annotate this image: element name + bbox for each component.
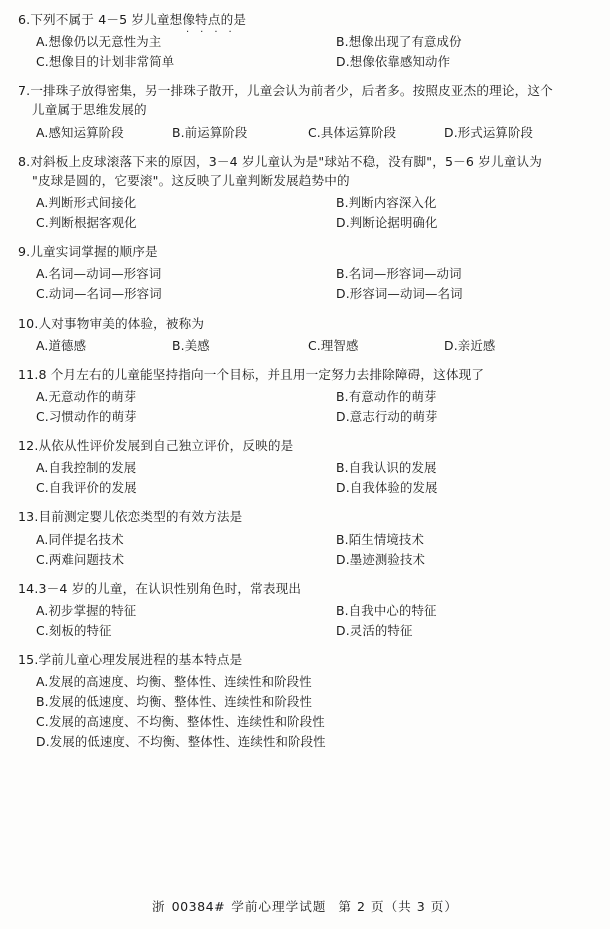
option-c[interactable]: C.想像目的计划非常简单 bbox=[36, 54, 175, 70]
question-stem: 13.目前测定婴儿依恋类型的有效方法是 bbox=[18, 509, 243, 525]
option-a[interactable]: A.判断形式间接化 bbox=[36, 194, 137, 210]
option-group bbox=[18, 32, 588, 72]
question-10 bbox=[18, 314, 588, 356]
question-12 bbox=[18, 436, 588, 498]
option-row bbox=[36, 621, 588, 641]
question-stem: 15.学前儿童心理发展进程的基本特点是 bbox=[18, 652, 243, 668]
option-b[interactable]: B.陌生情境技术 bbox=[336, 531, 424, 547]
option-row bbox=[36, 712, 588, 732]
option-a[interactable]: A.自我控制的发展 bbox=[36, 460, 137, 476]
option-row bbox=[36, 601, 588, 621]
page-footer bbox=[0, 896, 610, 915]
option-row bbox=[36, 478, 588, 498]
option-a[interactable]: A.想像仍以无意性为主 bbox=[36, 34, 162, 50]
option-row bbox=[36, 123, 588, 143]
option-group bbox=[18, 193, 588, 233]
footer-province: 浙 bbox=[152, 899, 166, 914]
option-row bbox=[36, 336, 588, 356]
question-stem: 10.人对事物审美的体验，被称为 bbox=[18, 315, 205, 331]
option-c[interactable]: C.两难问题技术 bbox=[36, 551, 125, 567]
option-b[interactable]: B.有意动作的萌芽 bbox=[336, 388, 437, 404]
option-row bbox=[36, 32, 588, 52]
option-b[interactable]: B.判断内容深入化 bbox=[336, 194, 437, 210]
question-stem: 7.一排珠子放得密集，另一排珠子散开，儿童会认为前者少，后者多。按照皮亚杰的理论，这个 bbox=[18, 83, 553, 99]
option-d[interactable]: D.亲近感 bbox=[444, 337, 496, 353]
footer-course-code: 00384# bbox=[171, 899, 226, 914]
option-row bbox=[36, 692, 588, 712]
option-d[interactable]: D.意志行动的萌芽 bbox=[336, 408, 438, 424]
option-b[interactable]: B.自我中心的特征 bbox=[336, 602, 437, 618]
option-c[interactable]: C.习惯动作的萌芽 bbox=[36, 408, 137, 424]
footer-title: 学前心理学试题 bbox=[231, 899, 327, 914]
option-group bbox=[18, 123, 588, 143]
question-stem-cont bbox=[18, 100, 588, 119]
option-b[interactable]: B.名词—形容词—动词 bbox=[336, 266, 462, 282]
option-b[interactable]: B.发展的低速度、均衡、整体性、连续性和阶段性 bbox=[36, 694, 313, 710]
option-group bbox=[18, 672, 588, 752]
option-c[interactable]: C.发展的高速度、不均衡、整体性、连续性和阶段性 bbox=[36, 714, 325, 730]
option-d[interactable]: D.发展的低速度、不均衡、整体性、连续性和阶段性 bbox=[36, 734, 326, 750]
option-d[interactable]: D.墨迹测验技术 bbox=[336, 551, 426, 567]
question-stem: 9.儿童实词掌握的顺序是 bbox=[18, 244, 158, 260]
option-row bbox=[36, 732, 588, 752]
option-d[interactable]: D.灵活的特征 bbox=[336, 622, 413, 638]
question-13 bbox=[18, 507, 588, 569]
option-row bbox=[36, 458, 588, 478]
option-group bbox=[18, 601, 588, 641]
option-a[interactable]: A.无意动作的萌芽 bbox=[36, 388, 137, 404]
question-stem: 12.从依从性评价发展到自己独立评价，反映的是 bbox=[18, 438, 294, 454]
option-row bbox=[36, 193, 588, 213]
option-d[interactable]: D.判断论据明确化 bbox=[336, 215, 438, 231]
question-stem-line2: "皮球是圆的，它要滚"。这反映了儿童判断发展趋势中的 bbox=[32, 172, 350, 188]
option-a[interactable]: A.初步掌握的特征 bbox=[36, 602, 137, 618]
option-row bbox=[36, 550, 588, 570]
question-stem: 8.对斜板上皮球滚落下来的原因，3－4 岁儿童认为是"球站不稳，没有脚"，5－6 岁儿童认为 bbox=[18, 153, 542, 169]
option-row bbox=[36, 407, 588, 427]
option-c[interactable]: C.具体运算阶段 bbox=[308, 124, 397, 140]
question-stem-line2: 儿童属于思维发展的 bbox=[32, 102, 147, 118]
question-stem: 6.下列不属于 4－5 岁儿童想像特点的是 bbox=[18, 12, 247, 27]
option-a[interactable]: A.感知运算阶段 bbox=[36, 124, 124, 140]
question-7 bbox=[18, 81, 588, 142]
option-c[interactable]: C.动词—名词—形容词 bbox=[36, 286, 162, 302]
option-group bbox=[18, 336, 588, 356]
option-group bbox=[18, 264, 588, 304]
question-8 bbox=[18, 152, 588, 233]
option-c[interactable]: C.判断根据客观化 bbox=[36, 215, 137, 231]
question-9 bbox=[18, 242, 588, 304]
emphasis-dots: ···· bbox=[186, 27, 243, 38]
option-a[interactable]: A.发展的高速度、均衡、整体性、连续性和阶段性 bbox=[36, 674, 312, 690]
option-a[interactable]: A.道德感 bbox=[36, 337, 87, 353]
question-stem: 11.8 个月左右的儿童能坚持指向一个目标，并且用一定努力去排除障碍，这体现了 bbox=[18, 366, 485, 382]
option-row bbox=[36, 52, 588, 72]
option-b[interactable]: B.自我认识的发展 bbox=[336, 460, 437, 476]
option-c[interactable]: C.自我评价的发展 bbox=[36, 480, 137, 496]
question-15 bbox=[18, 650, 588, 753]
option-b[interactable]: B.想像出现了有意成份 bbox=[336, 34, 462, 50]
option-group bbox=[18, 530, 588, 570]
option-d[interactable]: D.自我体验的发展 bbox=[336, 480, 438, 496]
option-row bbox=[36, 264, 588, 284]
question-6 bbox=[18, 10, 588, 72]
option-d[interactable]: D.形式运算阶段 bbox=[444, 124, 534, 140]
option-c[interactable]: C.理智感 bbox=[308, 337, 359, 353]
option-d[interactable]: D.形容词—动词—名词 bbox=[336, 286, 463, 302]
option-b[interactable]: B.前运算阶段 bbox=[172, 124, 248, 140]
option-group bbox=[18, 387, 588, 427]
option-b[interactable]: B.美感 bbox=[172, 337, 210, 353]
option-row bbox=[36, 530, 588, 550]
question-11 bbox=[18, 365, 588, 427]
option-row bbox=[36, 284, 588, 304]
option-a[interactable]: A.同伴提名技术 bbox=[36, 531, 124, 547]
option-a[interactable]: A.名词—动词—形容词 bbox=[36, 266, 162, 282]
question-stem-cont bbox=[18, 171, 588, 190]
option-row bbox=[36, 672, 588, 692]
option-d[interactable]: D.想像依靠感知动作 bbox=[336, 54, 451, 70]
option-row bbox=[36, 213, 588, 233]
option-c[interactable]: C.刻板的特征 bbox=[36, 622, 112, 638]
question-stem: 14.3－4 岁的儿童，在认识性别角色时，常表现出 bbox=[18, 580, 302, 596]
footer-pageinfo: 第 2 页（共 3 页） bbox=[338, 899, 458, 914]
option-row bbox=[36, 387, 588, 407]
option-group bbox=[18, 458, 588, 498]
question-14 bbox=[18, 579, 588, 641]
